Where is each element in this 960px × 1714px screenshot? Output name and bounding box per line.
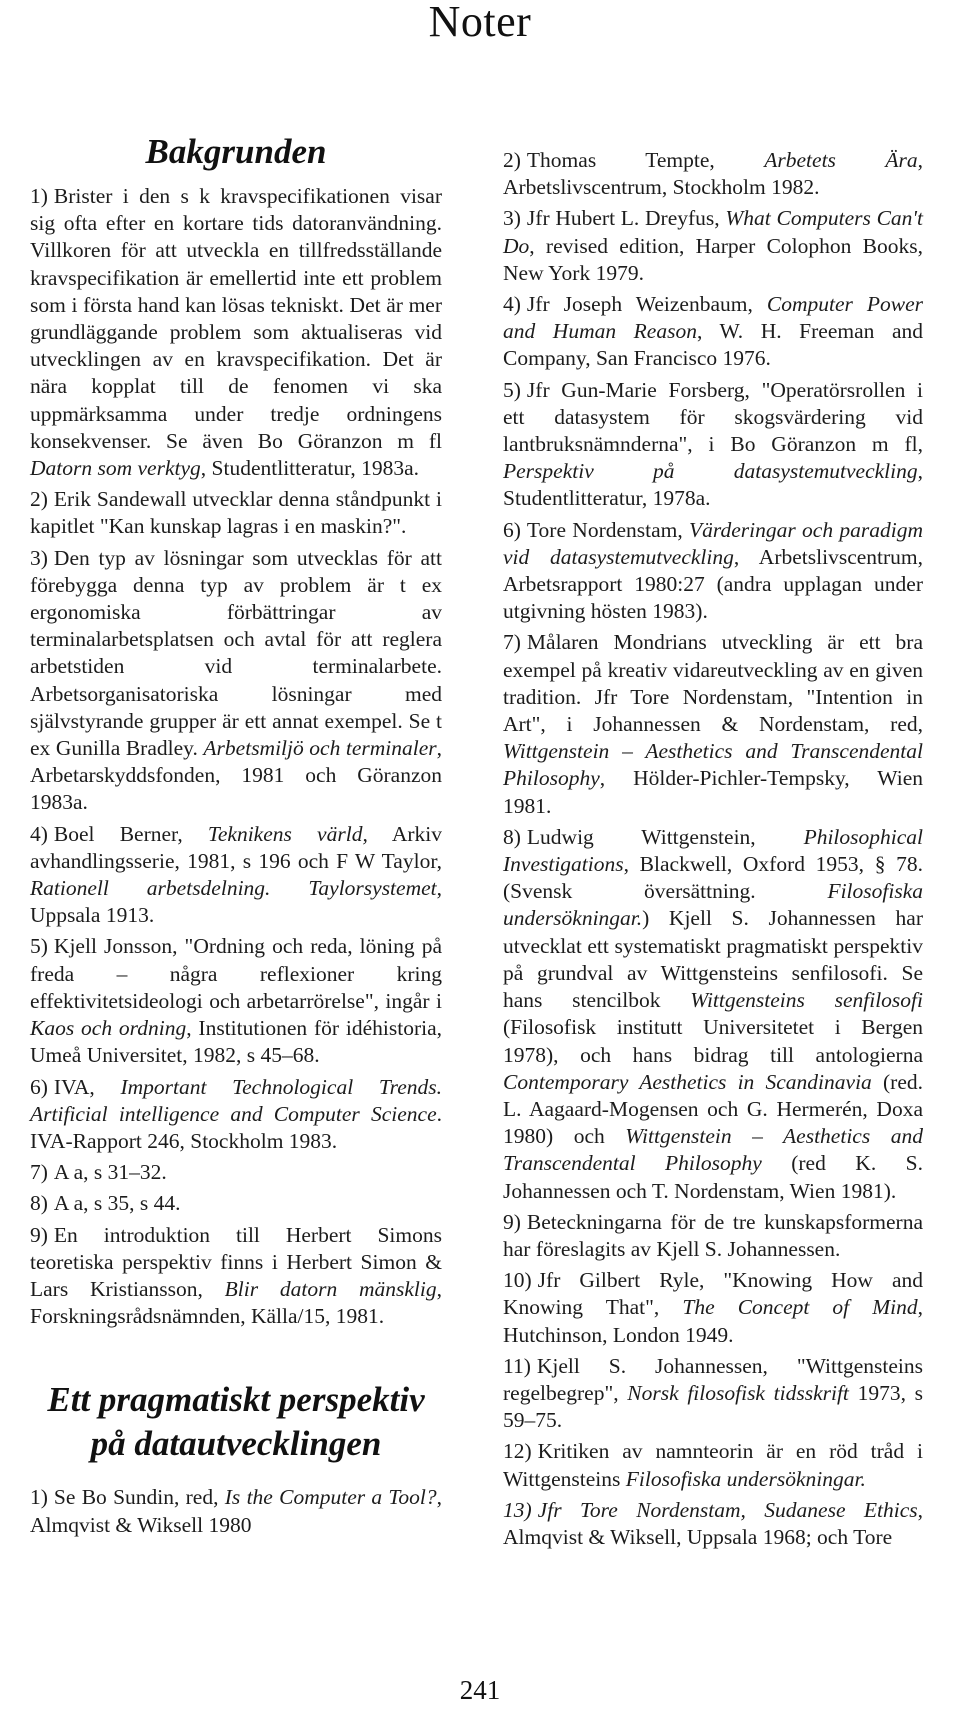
note-title-italic: Arbetets Ära	[764, 148, 918, 172]
note-text: (red. L. Aagaard-Mogensen och G. Hermerén, Doxa 1980) och	[503, 1069, 923, 1149]
note-title-italic: Is the Computer a Tool?	[224, 1485, 437, 1510]
note-text: (Filosofisk institutt Universitetet i Bergen 1978), och hans bidrag till antologierna	[503, 1015, 923, 1067]
note-text: Jfr Hubert L. Dreyfus,	[526, 206, 726, 231]
note-text: , Hutchinson, London 1949.	[503, 1295, 923, 1347]
note-item	[503, 1497, 923, 1551]
note-text: Boel Berner,	[53, 821, 208, 846]
note-text: Jfr Gun-Marie Forsberg, "Operatörsrollen i ett datasystem för skogsvärdering vid lantbruksnämnderna", i Bo Göranzon m fl,	[503, 377, 923, 457]
page-number: 241	[459, 1675, 501, 1705]
note-number: 6)	[503, 517, 521, 542]
note-text: , Blackwell, Oxford 1953, § 78. (Svensk översättning.	[503, 852, 923, 904]
note-title-italic: Värderingar och paradigm vid datasystemutveckling	[503, 517, 923, 569]
note-number: 9)	[503, 1209, 521, 1234]
note-item	[30, 545, 442, 817]
note-number: 3)	[30, 545, 48, 570]
note-title-italic: Wittgenstein – Aesthetics and Transcendental Philosophy	[503, 739, 923, 791]
note-item	[30, 183, 442, 482]
note-number: 1)	[30, 184, 48, 208]
note-number: 2)	[503, 148, 521, 172]
note-number: 11)	[503, 1353, 531, 1378]
note-item	[30, 1074, 442, 1156]
note-text: Arkiv avhandlingsserie, 1981, s 196 och F W Taylor,	[30, 821, 442, 873]
note-text: ) Kjell S. Johannessen har utvecklat ett systematiskt pragmatiskt perspektiv på grundval av Wittgensteins senfilosofi. Se hans stencilbok	[503, 906, 923, 1013]
note-text: 1973, s 59–75.	[503, 1380, 923, 1433]
note-text: , Almqvist & Wiksell 1980	[30, 1485, 442, 1537]
note-number: 8)	[503, 824, 521, 849]
note-text: Beteckningarna för de tre kunskapsformerna har föreslagits av Kjell S. Johannessen.	[503, 1209, 923, 1261]
note-text: , Hölder-Pichler-Tempsky, Wien 1981.	[503, 766, 923, 818]
notes-list-pragmatiskt-right	[503, 147, 923, 1551]
notes-list-pragmatiskt-left	[30, 1484, 442, 1538]
note-number: 7)	[30, 1160, 48, 1185]
note-text: Brister i den s k kravspecifikationen visar sig ofta efter en kortare tids datoranvändning. Villkoren för att utveckla en tillfredsställande kravspecifikation är emellertid inte ett problem som i första hand kan lösas tekniskt. Det är mer grundläggande problem som aktualiseras vid utvecklingen av en kravspecifikation. Det är nära kopplat till de fenomen vi ska uppmärksamma under tredje ordningens konsekvenser. Se även Bo Göranzon m fl	[30, 184, 442, 453]
note-title-italic: Blir datorn mänsklig	[224, 1276, 437, 1301]
note-item	[503, 1438, 923, 1492]
note-text: A a, s 31–32.	[53, 1160, 167, 1185]
note-text: En introduktion till Herbert Simons teoretiska perspektiv finns i Herbert Simon & Lars Kristiansson,	[30, 1222, 442, 1301]
note-item	[503, 291, 923, 373]
section-heading-bakgrunden: Bakgrunden	[145, 132, 327, 171]
note-number: 3)	[503, 206, 521, 231]
note-text: Kjell Jonsson, "Ordning och reda, löning på freda – några reflexioner kring effektivitetsideologi och arbetarrörelse", ingår i	[30, 934, 442, 1013]
note-title-italic: Contemporary Aesthetics in Scandinavia	[503, 1069, 872, 1094]
note-text: Ludwig Wittgenstein,	[526, 824, 804, 849]
note-title-italic: Teknikens värld,	[207, 821, 368, 846]
note-text: , Arbetarskyddsfonden, 1981 och Göranzon 1983a.	[30, 736, 442, 815]
note-number: 5)	[30, 934, 48, 959]
note-item	[30, 821, 442, 930]
note-number: 8)	[30, 1191, 48, 1216]
note-title-italic: Philosophical Investigations	[503, 824, 923, 877]
note-number: 7)	[503, 630, 521, 655]
note-text: Se Bo Sundin, red,	[53, 1485, 225, 1510]
note-title-italic: Rationell arbetsdelning. Taylorsystemet	[30, 876, 437, 901]
note-number: 9)	[30, 1222, 48, 1247]
note-number: 12)	[503, 1439, 532, 1464]
note-text: Erik Sandewall utvecklar denna ståndpunkt i kapitlet "Kan kunskap lagras i en maskin?".	[30, 487, 442, 539]
note-number: 5)	[503, 377, 521, 402]
note-text: Kritiken av namnteorin är en röd tråd i Wittgensteins	[503, 1439, 923, 1491]
note-item	[503, 824, 923, 1205]
note-number: 10)	[503, 1268, 532, 1293]
note-item	[503, 377, 923, 513]
note-text: . IVA-Rapport 246, Stockholm 1983.	[30, 1101, 442, 1153]
note-item	[503, 147, 923, 201]
note-title-italic: Arbetsmiljö och terminaler	[203, 736, 437, 761]
note-text: Jfr Gilbert Ryle, "Knowing How and Knowing That",	[503, 1268, 923, 1320]
note-number: 2)	[30, 487, 48, 512]
note-number: 4)	[503, 292, 521, 317]
note-text: (red K. S. Johannessen och T. Nordenstam, Wien 1981).	[503, 1151, 923, 1203]
note-title-italic: Computer Power and Human Reason	[503, 292, 924, 344]
note-item	[503, 1353, 923, 1435]
note-item	[30, 1190, 442, 1217]
note-text: , Studentlitteratur, 1983a.	[200, 456, 420, 481]
note-title-italic: Wittgenstein – Aesthetics and Transcendental Philosophy	[503, 1124, 923, 1176]
note-item	[503, 1209, 923, 1263]
note-item	[30, 1159, 442, 1186]
note-text: Den typ av lösningar som utvecklas för att förebygga denna typ av problem är t ex ergonomiska förbättringar av terminalarbetsplatsen och avtal för att reglera arbetstiden vid terminalarbete. Arbetsorganisatoriska lösningar med självstyrande grupper är ett annat exempel. Se t ex Gunilla Bradley.	[30, 545, 442, 761]
note-item	[30, 933, 442, 1069]
note-title-italic: Datorn som verktyg	[30, 456, 201, 481]
note-title-italic: Filosofiska undersökningar.	[503, 879, 923, 931]
note-title-italic: Jfr Tore Nordenstam, Sudanese Ethics	[537, 1497, 918, 1522]
note-number: 13)	[503, 1497, 532, 1522]
note-text: Jfr Joseph Weizenbaum,	[526, 292, 767, 317]
right-column	[503, 147, 923, 1555]
note-text: A a, s 35, s 44.	[53, 1191, 181, 1216]
note-text: IVA,	[53, 1074, 121, 1099]
note-item	[30, 1484, 442, 1538]
note-item	[30, 486, 442, 540]
note-number: 4)	[30, 821, 48, 846]
note-text: , Forskningsrådsnämnden, Källa/15, 1981.	[30, 1276, 442, 1329]
section-heading-pragmatiskt: Ett pragmatiskt perspektiv på datautvecklingen	[47, 1380, 425, 1464]
note-item	[30, 1222, 442, 1331]
note-title-italic: Kaos och ordning	[30, 1016, 187, 1041]
note-text: , Institutionen för idéhistoria, Umeå Universitet, 1982, s 45–68.	[30, 1016, 442, 1068]
note-title-italic: Filosofiska undersökningar.	[625, 1466, 866, 1491]
note-text: , Arbetslivscentrum, Stockholm 1982.	[503, 148, 923, 200]
note-text: Tore Nordenstam,	[526, 517, 690, 542]
note-title-italic: Norsk filosofisk tidsskrift	[627, 1380, 849, 1405]
note-text: , W. H. Freeman and Company, San Francisco 1976.	[503, 319, 923, 371]
notes-list-bakgrunden	[30, 183, 442, 1330]
page-title: Noter	[428, 0, 532, 46]
note-item	[503, 629, 923, 819]
note-text: , Almqvist & Wiksell, Uppsala 1968; och Tore	[503, 1497, 923, 1549]
note-number: 1)	[30, 1485, 48, 1510]
note-title-italic: Perspektiv på datasystemutveckling	[503, 459, 918, 484]
note-title-italic: Wittgensteins senfilosofi	[690, 988, 923, 1013]
note-number: 6)	[30, 1074, 48, 1099]
note-text: Thomas Tempte,	[526, 148, 765, 172]
note-title-italic: The Concept of Mind	[682, 1295, 918, 1320]
note-text: , Arbetslivscentrum, Arbetsrapport 1980:27 (andra upplagan under utgivning hösten 1983).	[503, 544, 924, 624]
note-text: , Uppsala 1913.	[30, 876, 442, 928]
note-title-italic: Important Technological Trends. Artificial intelligence and Computer Science	[30, 1074, 442, 1126]
note-item	[503, 1267, 923, 1349]
note-item	[503, 205, 923, 287]
note-text: , Studentlitteratur, 1978a.	[503, 459, 923, 511]
left-column	[30, 130, 442, 1543]
note-text: Målaren Mondrians utveckling är ett bra exempel på kreativ vidareutveckling av en given tradition. Jfr Tore Nordenstam, "Intention in Art", i Johannessen & Nordenstam, red,	[503, 630, 923, 737]
note-text: Kjell S. Johannessen, "Wittgensteins regelbegrep",	[503, 1353, 923, 1405]
note-item	[503, 517, 923, 626]
note-title-italic: What Computers Can't Do	[503, 206, 923, 258]
note-text: , revised edition, Harper Colophon Books, New York 1979.	[503, 233, 923, 285]
